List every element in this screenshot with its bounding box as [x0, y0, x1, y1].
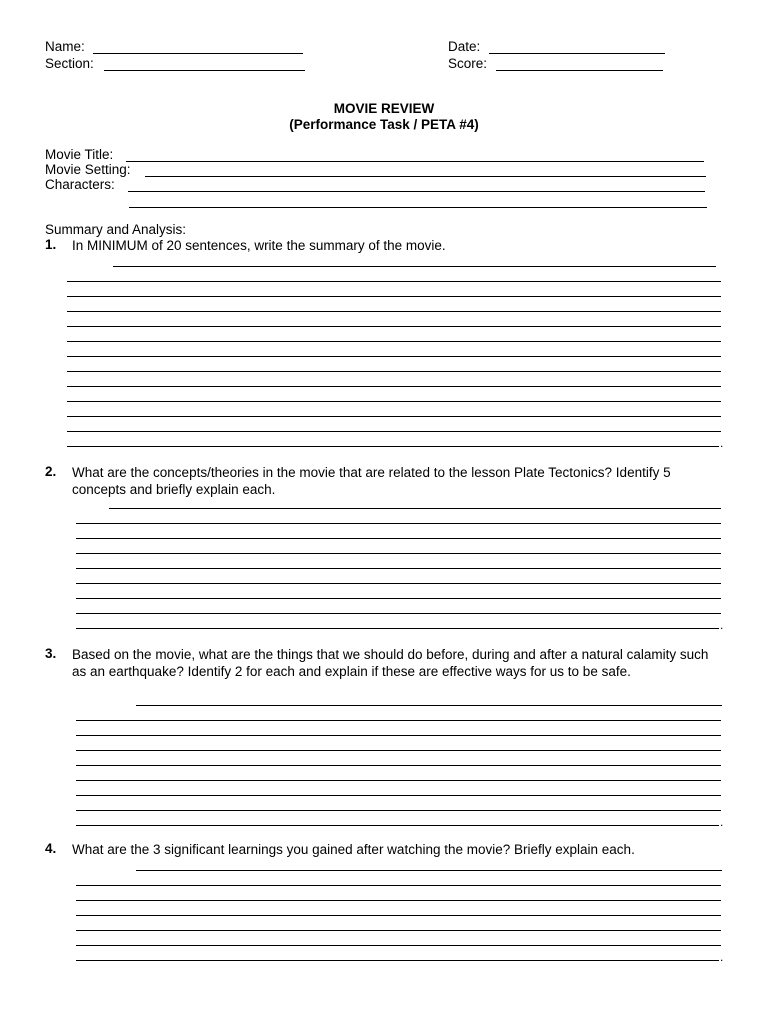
answer-line — [76, 960, 719, 961]
answer-line — [76, 750, 721, 751]
characters-field-continued[interactable] — [129, 207, 707, 208]
answer-line — [76, 735, 721, 736]
answer-line — [76, 810, 721, 811]
answer-line — [136, 870, 722, 871]
answer-line — [76, 538, 721, 539]
line-end-period: . — [720, 436, 724, 450]
movie-setting-field[interactable] — [145, 176, 706, 177]
answer-line — [76, 720, 721, 721]
answer-line — [76, 885, 721, 886]
question-3-number: 3. — [45, 646, 57, 661]
question-4-number: 4. — [45, 841, 57, 856]
characters-label: Characters: — [45, 177, 115, 192]
line-end-period: . — [720, 618, 724, 632]
answer-line — [76, 825, 719, 826]
answer-line — [76, 583, 721, 584]
answer-line — [76, 765, 721, 766]
answer-line — [67, 341, 721, 342]
page-subtitle: (Performance Task / PETA #4) — [289, 117, 479, 132]
answer-line — [67, 386, 721, 387]
question-4-text: What are the 3 significant learnings you gained after watching the movie? Briefly explain each. — [72, 842, 635, 857]
name-field[interactable] — [93, 53, 303, 54]
date-field[interactable] — [489, 53, 665, 54]
question-1-number: 1. — [45, 237, 57, 252]
answer-line — [76, 628, 719, 629]
answer-line — [67, 431, 721, 432]
line-end-period: . — [720, 815, 724, 829]
answer-line — [109, 508, 721, 509]
answer-line — [76, 795, 721, 796]
question-2-text: What are the concepts/theories in the movie that are related to the lesson Plate Tectonics? Identify 5 concepts and briefly explain each. — [72, 465, 671, 497]
movie-title-label: Movie Title: — [45, 147, 114, 162]
answer-line — [67, 281, 721, 282]
answer-line — [76, 780, 721, 781]
question-1-text: In MINIMUM of 20 sentences, write the summary of the movie. — [72, 238, 446, 253]
answer-line — [136, 705, 722, 706]
summary-heading: Summary and Analysis: — [45, 222, 187, 237]
movie-setting-label: Movie Setting: — [45, 162, 131, 177]
question-3-text: Based on the movie, what are the things that we should do before, during and after a natural calamity such as an earthquake? Identify 2 for each and explain if these are effective ways for us to be safe. — [72, 647, 709, 679]
answer-line — [67, 401, 721, 402]
characters-field[interactable] — [128, 191, 705, 192]
answer-line — [67, 371, 721, 372]
answer-line — [67, 296, 721, 297]
score-field[interactable] — [496, 70, 663, 71]
answer-line — [67, 446, 719, 447]
score-label: Score: — [448, 56, 488, 71]
answer-line — [76, 568, 721, 569]
section-field[interactable] — [104, 70, 305, 71]
answer-line — [67, 416, 721, 417]
answer-line — [67, 311, 721, 312]
movie-title-field[interactable] — [126, 161, 704, 162]
answer-line — [67, 356, 721, 357]
answer-line — [76, 900, 721, 901]
date-label: Date: — [448, 39, 481, 54]
line-end-period: . — [720, 950, 724, 964]
answer-line — [76, 930, 721, 931]
answer-line — [76, 553, 721, 554]
answer-line — [76, 598, 721, 599]
page-title: MOVIE REVIEW — [333, 101, 435, 116]
name-label: Name: — [45, 39, 85, 54]
answer-line — [76, 613, 721, 614]
answer-line — [76, 523, 721, 524]
answer-line — [76, 945, 721, 946]
answer-line — [113, 266, 716, 267]
answer-line — [67, 326, 721, 327]
section-label: Section: — [45, 56, 94, 71]
answer-line — [76, 915, 721, 916]
question-2-number: 2. — [45, 464, 57, 479]
